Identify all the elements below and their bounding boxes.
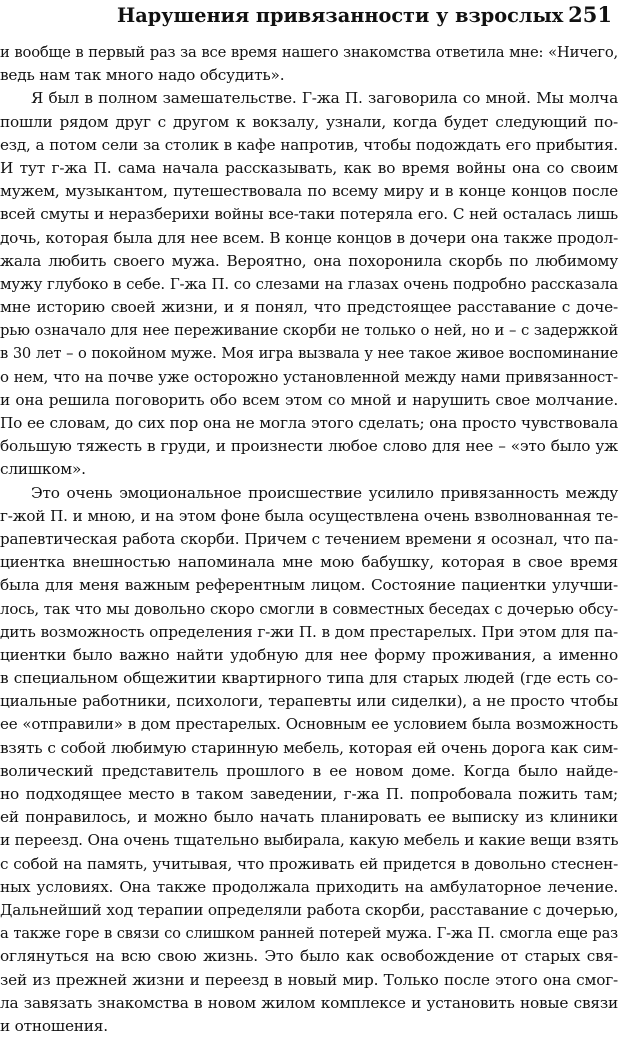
- text-line: ла завязать знакомства в новом жилом комплексе и установить новые связи: [0, 993, 618, 1012]
- page-header: [0, 0, 620, 34]
- text-line: и отношения.: [0, 1016, 108, 1035]
- text-line: ее «отправили» в дом престарелых. Основным ее условием была возможность: [0, 715, 618, 734]
- text-line: а также горе в связи со слишком ранней потерей мужа. Г-жа П. смогла еще раз: [0, 925, 618, 943]
- text-line: По ее словам, до сих пор она не могла этого сделать; она просто чувствовала: [0, 414, 618, 432]
- text-line: дочь, которая была для нее всем. В конце концов в дочери она также продол-: [0, 228, 618, 247]
- text-line: мужем, музыкантом, путешествовала по всему миру и в конце концов после: [0, 182, 618, 201]
- text-line: и она решила поговорить обо всем этом со мной и нарушить свое молчание.: [0, 390, 618, 409]
- text-line: оглянуться на всю свою жизнь. Это было как освобождение от старых свя-: [0, 947, 618, 966]
- text-line: ных условиях. Она также продолжала приходить на амбулаторное лечение.: [0, 877, 618, 896]
- text-line: циальные работники, психологи, терапевты или сиделки), а не просто чтобы: [0, 692, 618, 711]
- text-line: Это очень эмоциональное происшествие усилило привязанность между: [31, 483, 618, 502]
- text-line: с собой на память, учитывая, что проживать ей придется в довольно стеснен-: [0, 854, 618, 873]
- text-line: ведь нам так много надо обсудить».: [0, 66, 285, 85]
- text-line: циентки было важно найти удобную для нее форму проживания, а именно: [0, 645, 618, 664]
- paragraph: [0, 41, 618, 87]
- text-line: дить возможность определения г-жи П. в дом престарелых. При этом для па-: [0, 622, 618, 641]
- text-line: циентка внешностью напоминала мне мою бабушку, которая в свое время: [0, 553, 618, 572]
- text-line: рапевтическая работа скорби. Причем с течением времени я осознал, что па-: [0, 529, 618, 548]
- running-title: Нарушения привязанности у взрослых: [117, 4, 564, 27]
- text-line: Я был в полном замешательстве. Г-жа П. заговорила со мной. Мы молча: [31, 89, 618, 108]
- text-line: и вообще в первый раз за все время нашего знакомства ответила мне: «Ничего,: [0, 44, 618, 61]
- text-line: волический представитель прошлого в ее новом доме. Когда было найде-: [0, 761, 618, 780]
- paragraph: [0, 482, 618, 1038]
- text-line: но подходящее место в таком заведении, г-жа П. попробовала пожить там;: [0, 785, 618, 803]
- text-line: взять с собой любимую старинную мебель, которая ей очень дорога как сим-: [0, 738, 618, 757]
- paragraph: [0, 87, 618, 481]
- text-line: в 30 лет – о покойном муже. Моя игра вызвала у нее такое живое воспоминание: [0, 345, 618, 363]
- text-line: рью означало для нее переживание скорби не только о ней, но и – с задержкой: [0, 322, 618, 340]
- text-line: Дальнейший ход терапии определяли работа скорби, расставание с дочерью,: [0, 900, 619, 919]
- text-line: зей из прежней жизни и переезд в новый мир. Только после этого она смог-: [0, 970, 618, 989]
- text-line: И тут г-жа П. сама начала рассказывать, как во время войны она со своим: [0, 158, 618, 177]
- text-line: была для меня важным референтным лицом. Состояние пациентки улучши-: [0, 576, 618, 595]
- text-line: мужу глубоко в себе. Г-жа П. со слезами на глазах очень подробно рассказала: [0, 274, 618, 293]
- body-text: [0, 41, 618, 1038]
- text-line: пошли рядом друг с другом к вокзалу, узнали, когда будет следующий по-: [0, 112, 618, 131]
- text-line: ей понравилось, и можно было начать планировать ее выписку из клиники: [0, 808, 618, 827]
- page-number: 251: [568, 2, 612, 27]
- text-line: г-жой П. и мною, и на этом фоне была осуществлена очень взволнованная те-: [0, 506, 618, 525]
- text-line: и переезд. Она очень тщательно выбирала, какую мебель и какие вещи взять: [0, 831, 619, 850]
- text-line: большую тяжесть в груди, и произнести любое слово для нее – «это было уж: [0, 437, 618, 456]
- text-line: езд, а потом сели за столик в кафе напротив, чтобы подождать его прибытия.: [0, 135, 618, 154]
- text-line: о нем, что на почве уже осторожно установленной между нами привязанност-: [0, 367, 618, 386]
- text-line: лось, так что мы довольно скоро смогли в совместных беседах с дочерью обсу-: [0, 599, 618, 618]
- text-line: слишком».: [0, 460, 86, 479]
- text-line: жала любить своего мужа. Вероятно, она похоронила скорбь по любимому: [0, 251, 618, 270]
- text-line: мне историю своей жизни, и я понял, что предстоящее расставание с доче-: [0, 298, 618, 317]
- text-line: всей смуты и неразберихи войны все-таки потеряла его. С ней осталась лишь: [0, 205, 618, 224]
- text-line: в специальном общежитии квартирного типа для старых людей (где есть со-: [0, 669, 618, 688]
